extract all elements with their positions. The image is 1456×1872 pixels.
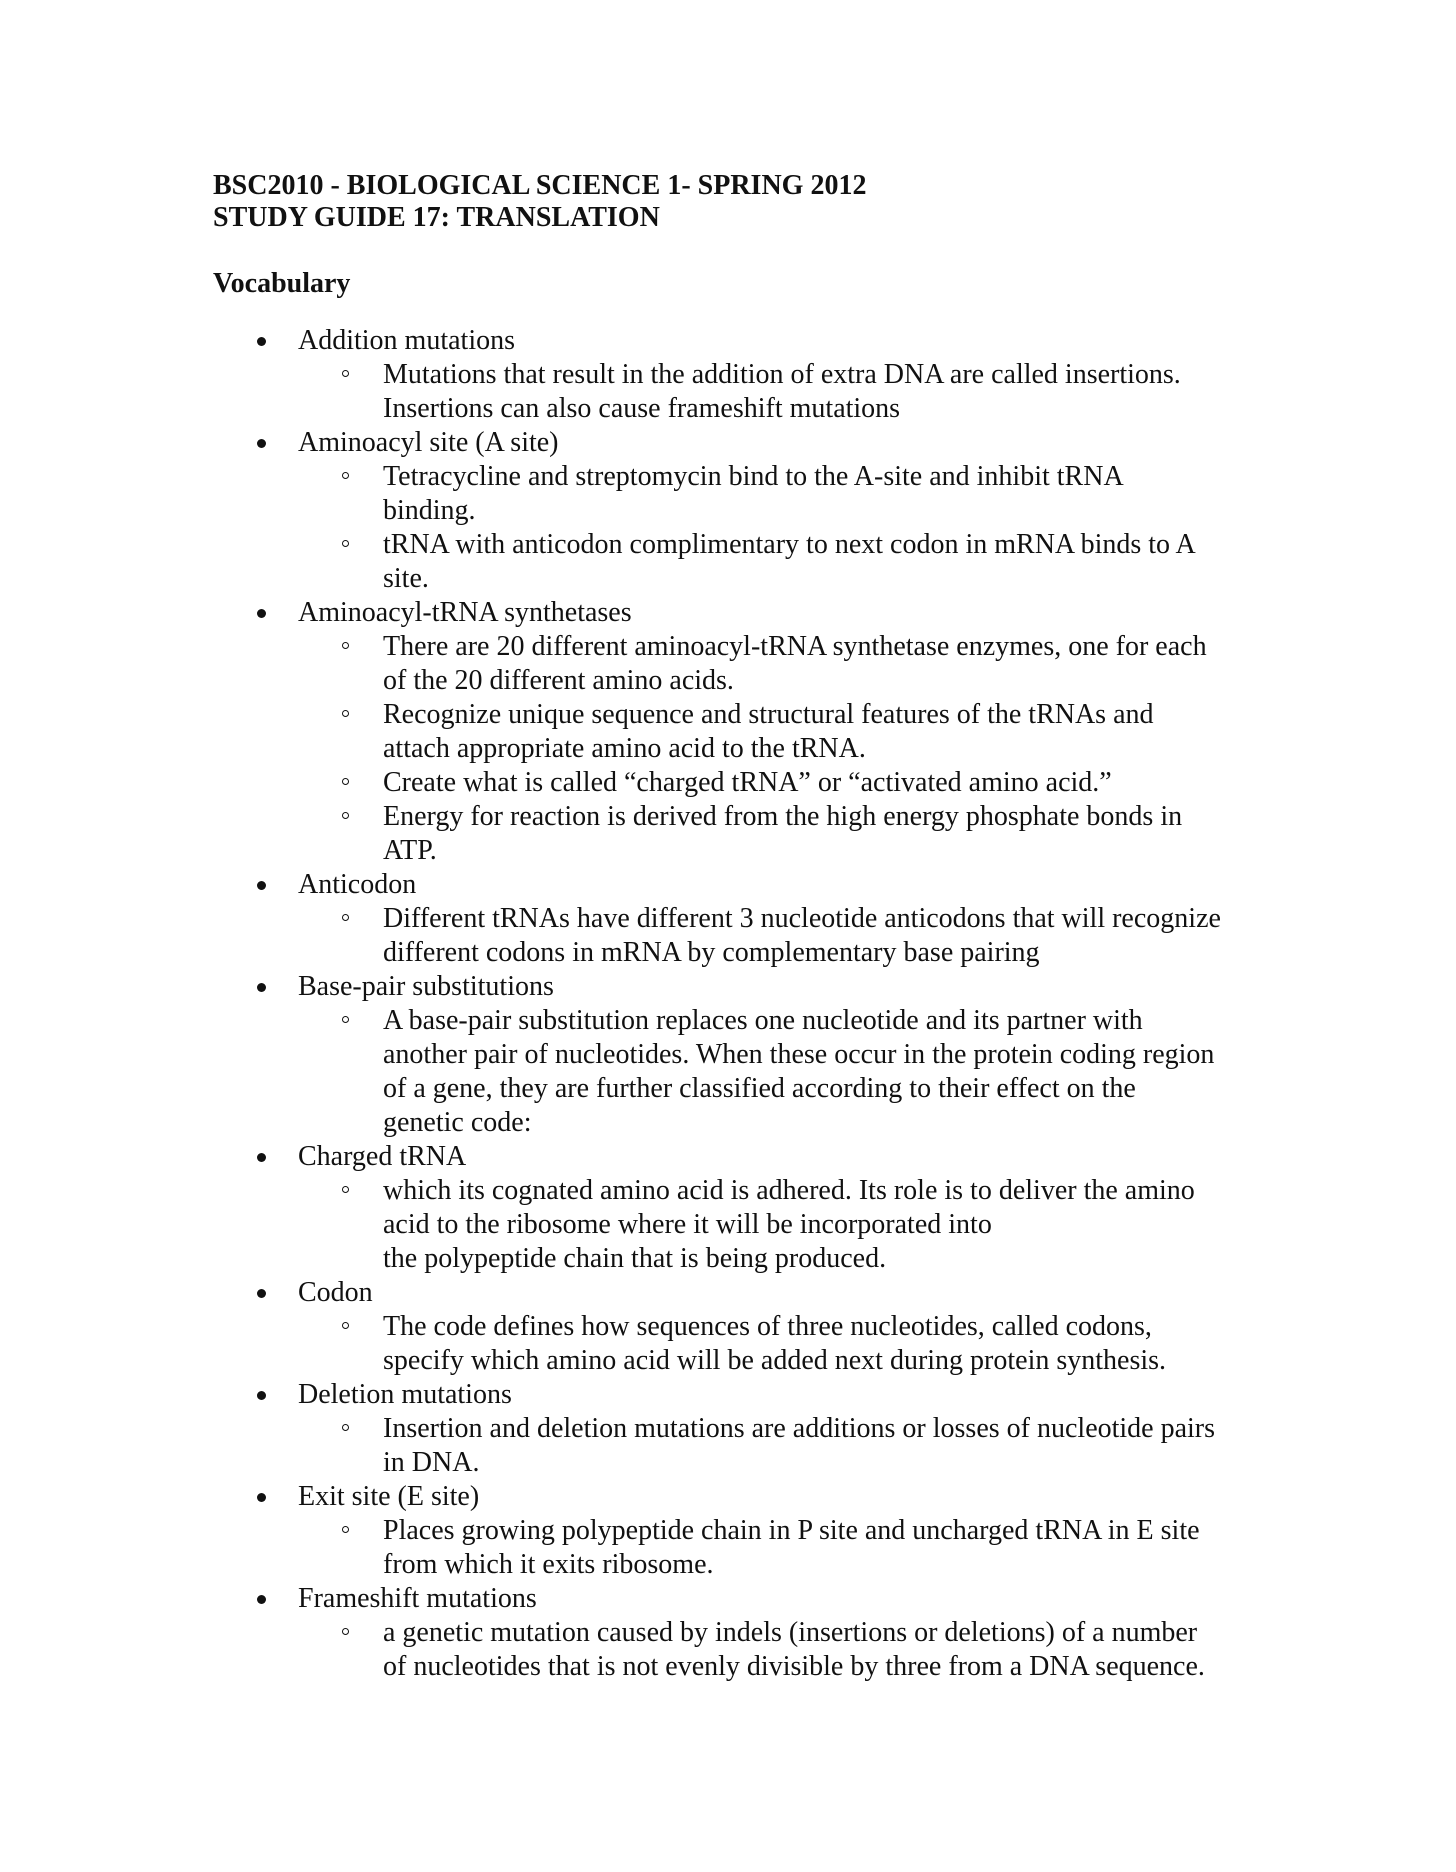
definition-list [298,1174,1253,1276]
definition-text: Tetracycline and streptomycin bind to the A-site and inhibit tRNA binding. [383,461,1124,526]
definition-text: Different tRNAs have different 3 nucleotide anticodons that will recognize different codons in mRNA by complementary base pairing [383,903,1221,968]
vocabulary-item [213,1582,1253,1684]
definition-list [298,460,1253,596]
definition-text: a genetic mutation caused by indels (insertions or deletions) of a number of nucleotides that is not evenly divisible by three from a DNA sequence. [383,1617,1205,1682]
definition-item [298,460,1253,528]
bullet-icon [257,1391,266,1400]
circle-bullet-icon [342,642,349,649]
circle-bullet-icon [342,778,349,785]
vocabulary-item [213,1276,1253,1378]
definition-text: tRNA with anticodon complimentary to next codon in mRNA binds to A site. [383,529,1196,594]
section-title: Vocabulary [213,268,351,299]
vocabulary-item [213,1140,1253,1276]
circle-bullet-icon [342,472,349,479]
bullet-icon [257,337,266,346]
definition-item [298,1174,1253,1276]
definition-item [298,1412,1253,1480]
definition-text: Energy for reaction is derived from the high energy phosphate bonds in ATP. [383,801,1183,866]
definition-list [298,902,1253,970]
bullet-icon [257,983,266,992]
circle-bullet-icon [342,1424,349,1431]
vocabulary-term: Frameshift mutations [298,1583,537,1614]
bullet-icon [257,1153,266,1162]
vocabulary-term: Aminoacyl site (A site) [298,427,559,458]
vocabulary-term: Exit site (E site) [298,1481,480,1512]
definition-item [298,630,1253,698]
bullet-icon [257,609,266,618]
bullet-icon [257,439,266,448]
circle-bullet-icon [342,914,349,921]
definition-text: Insertion and deletion mutations are additions or losses of nucleotide pairs in DNA. [383,1413,1216,1478]
definition-text: Mutations that result in the addition of extra DNA are called insertions. Insertions can also cause frameshift mutations [383,359,1181,424]
definition-item [298,902,1253,970]
circle-bullet-icon [342,1526,349,1533]
circle-bullet-icon [342,1186,349,1193]
course-title: BSC2010 - BIOLOGICAL SCIENCE 1- SPRING 2012 [213,170,867,201]
vocabulary-term: Anticodon [298,869,417,900]
vocabulary-term: Deletion mutations [298,1379,512,1410]
definition-item [298,766,1253,800]
vocabulary-item [213,1378,1253,1480]
definition-item [298,1310,1253,1378]
definition-item [298,528,1253,596]
circle-bullet-icon [342,370,349,377]
definition-item [298,358,1253,426]
vocabulary-term: Aminoacyl-tRNA synthetases [298,597,632,628]
definition-item [298,1616,1253,1684]
definition-list [298,358,1253,426]
definition-item [298,1514,1253,1582]
study-guide-title: STUDY GUIDE 17: TRANSLATION [213,202,660,233]
vocabulary-term: Charged tRNA [298,1141,467,1172]
definition-list [298,1616,1253,1684]
document-body [213,170,1253,1684]
vocabulary-item [213,868,1253,970]
bullet-icon [257,1289,266,1298]
bullet-icon [257,1493,266,1502]
vocabulary-item [213,1480,1253,1582]
definition-list [298,630,1253,868]
definition-item [298,1004,1253,1140]
vocabulary-term: Base-pair substitutions [298,971,554,1002]
definition-list [298,1514,1253,1582]
circle-bullet-icon [342,540,349,547]
definition-text: There are 20 different aminoacyl-tRNA synthetase enzymes, one for each of the 20 different amino acids. [383,631,1207,696]
bullet-icon [257,881,266,890]
definition-text: The code defines how sequences of three nucleotides, called codons, specify which amino acid will be added next during protein synthesis. [383,1311,1167,1376]
definition-text: A base-pair substitution replaces one nucleotide and its partner with another pair of nucleotides. When these occur in the protein coding region of a gene, they are further classified according to their effect on the genetic code: [383,1005,1215,1138]
vocabulary-item [213,596,1253,868]
vocabulary-list [213,324,1253,1684]
vocabulary-term: Codon [298,1277,373,1308]
vocabulary-term: Addition mutations [298,325,515,356]
circle-bullet-icon [342,1322,349,1329]
definition-list [298,1004,1253,1140]
definition-text: Recognize unique sequence and structural features of the tRNAs and attach appropriate amino acid to the tRNA. [383,699,1154,764]
definition-list [298,1310,1253,1378]
definition-list [298,1412,1253,1480]
circle-bullet-icon [342,710,349,717]
definition-item [298,800,1253,868]
circle-bullet-icon [342,1016,349,1023]
circle-bullet-icon [342,1628,349,1635]
circle-bullet-icon [342,812,349,819]
definition-text: Create what is called “charged tRNA” or “activated amino acid.” [383,767,1112,798]
vocabulary-item [213,426,1253,596]
definition-text: Places growing polypeptide chain in P site and uncharged tRNA in E site from which it exits ribosome. [383,1515,1200,1580]
vocabulary-item [213,324,1253,426]
definition-item [298,698,1253,766]
vocabulary-item [213,970,1253,1140]
definition-text: which its cognated amino acid is adhered. Its role is to deliver the amino acid to the ribosome where it will be incorporated into the polypeptide chain that is being produced. [383,1175,1195,1274]
bullet-icon [257,1595,266,1604]
